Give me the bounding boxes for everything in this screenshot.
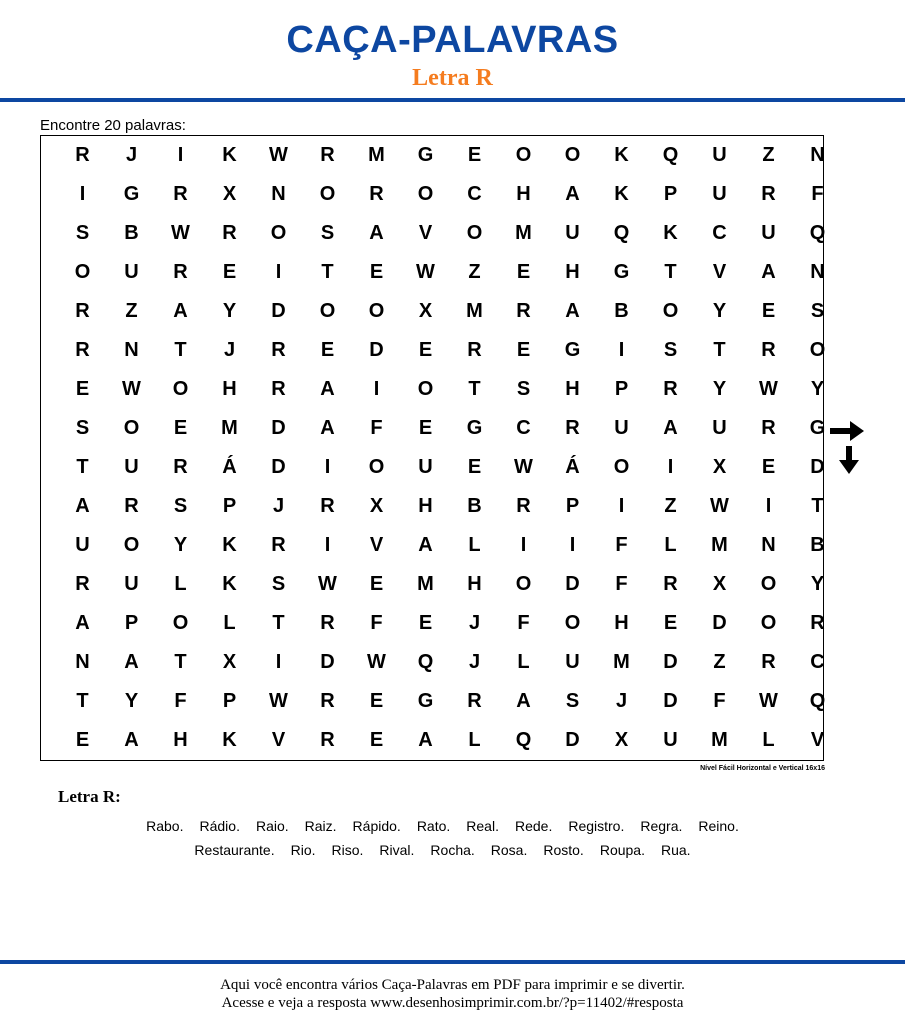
footer-line-1: Aqui você encontra vários Caça-Palavras em PDF para imprimir e se divertir.	[220, 977, 685, 993]
grid-cell: D	[663, 690, 678, 712]
grid-cell: T	[272, 612, 285, 634]
grid-cell: B	[614, 300, 629, 322]
grid-cell: R	[663, 573, 678, 595]
grid-cell: L	[223, 612, 236, 634]
grid-cell: D	[565, 729, 580, 751]
grid-cell: G	[417, 690, 434, 712]
grid-cell: R	[369, 183, 384, 205]
grid-cell: M	[711, 534, 728, 556]
grid-cell: K	[222, 144, 237, 166]
grid-cell: E	[369, 690, 384, 712]
grid-cell: U	[712, 144, 727, 166]
grid-cell: Q	[662, 144, 679, 166]
grid-cell: A	[418, 534, 433, 556]
grid-cell: Q	[515, 729, 532, 751]
grid-cell: M	[711, 729, 728, 751]
grid-cell: W	[269, 690, 288, 712]
grid-cell: A	[369, 222, 384, 244]
grid-cell: R	[761, 417, 776, 439]
grid-cell: U	[124, 456, 139, 478]
grid-cell: I	[520, 534, 527, 556]
grid-cell: R	[516, 300, 531, 322]
grid-cell: R	[271, 339, 286, 361]
grid-cell: H	[418, 495, 433, 517]
grid-cell: V	[810, 729, 825, 751]
grid-cell: F	[370, 417, 383, 439]
grid-cell: E	[418, 339, 433, 361]
grid-cell: R	[810, 612, 825, 634]
grid-cell: H	[516, 183, 531, 205]
grid-cell: O	[564, 612, 581, 634]
grid-cell: F	[615, 573, 628, 595]
grid-cell: T	[76, 690, 89, 712]
grid-cell: A	[75, 495, 90, 517]
grid-cell: E	[516, 261, 531, 283]
grid-cell: V	[369, 534, 384, 556]
grid-cell: S	[516, 378, 531, 400]
arrow-right-icon	[830, 421, 864, 441]
grid-cell: F	[615, 534, 628, 556]
grid-cell: H	[565, 378, 580, 400]
grid-cell: P	[663, 183, 678, 205]
level-note: Nível Fácil Horizontal e Vertical 16x16	[700, 765, 825, 772]
grid-cell: A	[516, 690, 531, 712]
grid-cell: G	[466, 417, 483, 439]
grid-cell: E	[761, 300, 776, 322]
grid-cell: S	[565, 690, 580, 712]
grid-cell: L	[664, 534, 677, 556]
grid-cell: O	[466, 222, 483, 244]
word-list-item: Real.	[466, 818, 499, 834]
grid-cell: N	[810, 144, 825, 166]
word-list-title: Letra R:	[58, 787, 121, 806]
grid-cell: Z	[713, 651, 726, 673]
grid-cell: M	[613, 651, 630, 673]
grid-cell: W	[759, 690, 778, 712]
grid-cell: A	[124, 729, 139, 751]
grid-cell: I	[373, 378, 380, 400]
grid-cell: R	[75, 339, 90, 361]
grid-cell: U	[565, 222, 580, 244]
grid-cell: K	[614, 183, 629, 205]
page-subtitle: Letra R	[412, 65, 493, 91]
grid-cell: F	[713, 690, 726, 712]
grid-cell: U	[614, 417, 629, 439]
grid-cell: N	[124, 339, 139, 361]
grid-cell: B	[810, 534, 825, 556]
grid-cell: K	[222, 729, 237, 751]
grid-cell: D	[369, 339, 384, 361]
grid-cell: I	[618, 495, 625, 517]
grid-cell: L	[174, 573, 187, 595]
grid-cell: D	[810, 456, 825, 478]
grid-cell: M	[368, 144, 385, 166]
grid-cell: E	[173, 417, 188, 439]
grid-cell: P	[565, 495, 580, 517]
grid-cell: N	[271, 183, 286, 205]
grid-cell: T	[76, 456, 89, 478]
grid-cell: Y	[712, 300, 727, 322]
grid-cell: Z	[762, 144, 775, 166]
grid-cell: W	[171, 222, 190, 244]
grid-cell: E	[320, 339, 335, 361]
grid-cell: G	[417, 144, 434, 166]
grid-cell: A	[124, 651, 139, 673]
word-list-item: Riso.	[331, 842, 364, 858]
word-list-item: Reino.	[698, 818, 739, 834]
grid-cell: H	[173, 729, 188, 751]
grid-cell: H	[565, 261, 580, 283]
word-list-item: Raiz.	[304, 818, 337, 834]
grid-cell: G	[613, 261, 630, 283]
grid-cell: Q	[417, 651, 434, 673]
word-list-item: Raio.	[255, 818, 289, 834]
word-list-line-1	[0, 817, 885, 835]
grid-cell: I	[275, 261, 282, 283]
grid-cell: Y	[810, 573, 825, 595]
grid-cell: J	[223, 339, 236, 361]
grid-cell: T	[174, 339, 187, 361]
grid-cell: Y	[222, 300, 237, 322]
grid-cell: R	[75, 144, 90, 166]
grid-cell: U	[418, 456, 433, 478]
grid-cell: K	[222, 534, 237, 556]
grid-cell: G	[564, 339, 581, 361]
grid-cell: T	[713, 339, 726, 361]
grid-cell: K	[614, 144, 629, 166]
grid-cell: S	[173, 495, 188, 517]
grid-cell: L	[468, 729, 481, 751]
word-list-line-2	[0, 841, 885, 859]
grid-cell: F	[517, 612, 530, 634]
grid-cell: O	[270, 222, 287, 244]
word-list-item: Rival.	[379, 842, 415, 858]
grid-cell: R	[271, 534, 286, 556]
grid-cell: Z	[664, 495, 677, 517]
grid-cell: R	[320, 729, 335, 751]
grid-cell: S	[663, 339, 678, 361]
grid-cell: U	[124, 573, 139, 595]
word-list-item: Roupa.	[599, 842, 645, 858]
grid-cell: S	[320, 222, 335, 244]
grid-cell: O	[515, 144, 532, 166]
grid-cell: R	[320, 144, 335, 166]
grid-cell: V	[271, 729, 286, 751]
grid-cell: R	[173, 183, 188, 205]
grid-cell: R	[565, 417, 580, 439]
grid-cell: B	[124, 222, 139, 244]
grid-cell: Q	[809, 690, 826, 712]
grid-cell: L	[762, 729, 775, 751]
grid-cell: H	[467, 573, 482, 595]
grid-cell: I	[765, 495, 772, 517]
grid-cell: O	[613, 456, 630, 478]
grid-cell: D	[712, 612, 727, 634]
grid-cell: U	[761, 222, 776, 244]
grid-cell: O	[417, 378, 434, 400]
grid-cell: I	[177, 144, 184, 166]
grid-cell: Z	[468, 261, 481, 283]
grid-cell: O	[515, 573, 532, 595]
grid-cell: R	[173, 456, 188, 478]
grid-cell: T	[664, 261, 677, 283]
word-list-item: Rosto.	[543, 842, 584, 858]
grid-cell: P	[222, 690, 237, 712]
grid-cell: U	[712, 417, 727, 439]
grid-cell: I	[275, 651, 282, 673]
grid-cell: Y	[712, 378, 727, 400]
grid-cell: R	[173, 261, 188, 283]
grid-cell: E	[761, 456, 776, 478]
grid-cell: O	[417, 183, 434, 205]
grid-cell: X	[712, 573, 727, 595]
grid-cell: V	[418, 222, 433, 244]
grid-cell: R	[222, 222, 237, 244]
grid-cell: T	[468, 378, 481, 400]
header-divider	[0, 98, 905, 102]
grid-cell: C	[516, 417, 531, 439]
grid-cell: R	[663, 378, 678, 400]
grid-cell: O	[172, 612, 189, 634]
word-list-item: Registro.	[568, 818, 625, 834]
grid-cell: M	[417, 573, 434, 595]
grid-cell: J	[468, 651, 481, 673]
grid-cell: A	[761, 261, 776, 283]
word-list-item: Rápido.	[352, 818, 401, 834]
grid-cell: X	[369, 495, 384, 517]
grid-cell: D	[565, 573, 580, 595]
grid-cell: D	[663, 651, 678, 673]
grid-cell: E	[418, 417, 433, 439]
word-list-item: Restaurante.	[194, 842, 275, 858]
grid-cell: A	[565, 300, 580, 322]
grid-cell: C	[712, 222, 727, 244]
grid-cell: D	[271, 456, 286, 478]
word-list-item: Rádio.	[199, 818, 240, 834]
grid-cell: T	[811, 495, 824, 517]
grid-cell: H	[222, 378, 237, 400]
grid-cell: S	[75, 417, 90, 439]
word-list-item: Rosa.	[490, 842, 528, 858]
footer-divider	[0, 960, 905, 964]
grid-cell: D	[271, 300, 286, 322]
word-list-item: Rio.	[290, 842, 316, 858]
grid-cell: R	[516, 495, 531, 517]
grid-cell: N	[75, 651, 90, 673]
word-list-item: Rabo.	[146, 818, 184, 834]
grid-cell: X	[222, 651, 237, 673]
grid-cell: W	[122, 378, 141, 400]
grid-cell: N	[761, 534, 776, 556]
grid-cell: N	[810, 261, 825, 283]
footer-line-2: Acesse e veja a resposta www.desenhosimprimir.com.br/?p=11402/#resposta	[221, 995, 684, 1011]
word-list-item: Rua.	[660, 842, 691, 858]
grid-cell: R	[467, 690, 482, 712]
grid-cell: J	[272, 495, 285, 517]
grid-cell: T	[321, 261, 334, 283]
grid-cell: K	[222, 573, 237, 595]
grid-cell: J	[468, 612, 481, 634]
grid-cell: S	[271, 573, 286, 595]
grid-cell: F	[370, 612, 383, 634]
grid-cell: U	[124, 261, 139, 283]
grid-cell: C	[810, 651, 825, 673]
grid-cell: O	[662, 300, 679, 322]
grid-cell: X	[712, 456, 727, 478]
grid-cell: E	[663, 612, 678, 634]
grid-cell: P	[614, 378, 629, 400]
grid-cell: O	[123, 417, 140, 439]
grid-cell: W	[514, 456, 533, 478]
grid-cell: Y	[173, 534, 188, 556]
grid-cell: K	[663, 222, 678, 244]
grid-cell: A	[565, 183, 580, 205]
grid-cell: X	[222, 183, 237, 205]
grid-cell: Q	[613, 222, 630, 244]
grid-cell: W	[416, 261, 435, 283]
grid-cell: R	[761, 183, 776, 205]
grid-cell: L	[517, 651, 530, 673]
grid-cell: O	[368, 300, 385, 322]
instruction-text: Encontre 20 palavras:	[40, 117, 186, 134]
grid-cell: O	[319, 183, 336, 205]
grid-cell: Q	[809, 222, 826, 244]
grid-cell: D	[271, 417, 286, 439]
grid-cell: X	[418, 300, 433, 322]
grid-cell: M	[221, 417, 238, 439]
grid-cell: J	[615, 690, 628, 712]
grid-cell: W	[269, 144, 288, 166]
grid-cell: I	[667, 456, 674, 478]
grid-cell: S	[810, 300, 825, 322]
grid-cell: O	[760, 573, 777, 595]
word-search-grid	[58, 136, 842, 760]
grid-cell: S	[75, 222, 90, 244]
grid-cell: U	[663, 729, 678, 751]
grid-cell: F	[174, 690, 187, 712]
grid-cell: O	[368, 456, 385, 478]
page-title: CAÇA-PALAVRAS	[286, 19, 619, 61]
grid-cell: V	[712, 261, 727, 283]
word-list-item: Rato.	[416, 818, 451, 834]
grid-cell: M	[515, 222, 532, 244]
grid-cell: U	[75, 534, 90, 556]
grid-cell: X	[614, 729, 629, 751]
grid-cell: I	[618, 339, 625, 361]
grid-cell: U	[712, 183, 727, 205]
grid-cell: P	[124, 612, 139, 634]
grid-cell: R	[75, 300, 90, 322]
word-list-item: Rede.	[514, 818, 553, 834]
grid-cell: R	[320, 690, 335, 712]
word-list-item: Regra.	[640, 818, 683, 834]
grid-cell: A	[320, 417, 335, 439]
grid-cell: R	[761, 651, 776, 673]
grid-cell: O	[123, 534, 140, 556]
grid-cell: A	[418, 729, 433, 751]
grid-cell: A	[320, 378, 335, 400]
grid-cell: E	[369, 729, 384, 751]
grid-cell: Á	[222, 456, 237, 478]
grid-cell: Z	[125, 300, 138, 322]
grid-cell: G	[809, 417, 826, 439]
grid-cell: W	[710, 495, 729, 517]
grid-cell: Y	[810, 378, 825, 400]
grid-cell: T	[174, 651, 187, 673]
grid-cell: R	[271, 378, 286, 400]
grid-cell: F	[811, 183, 824, 205]
grid-cell: R	[124, 495, 139, 517]
arrow-down-icon	[839, 446, 859, 474]
grid-cell: E	[222, 261, 237, 283]
grid-cell: A	[173, 300, 188, 322]
grid-cell: R	[467, 339, 482, 361]
grid-cell: R	[320, 612, 335, 634]
grid-cell: I	[79, 183, 86, 205]
grid-cell: A	[663, 417, 678, 439]
grid-cell: W	[367, 651, 386, 673]
grid-cell: L	[468, 534, 481, 556]
grid-cell: A	[75, 612, 90, 634]
grid-cell: D	[320, 651, 335, 673]
grid-cell: O	[760, 612, 777, 634]
grid-cell: E	[75, 729, 90, 751]
grid-cell: C	[467, 183, 482, 205]
grid-cell: J	[125, 144, 138, 166]
grid-cell: R	[761, 339, 776, 361]
grid-cell: M	[466, 300, 483, 322]
grid-cell: E	[516, 339, 531, 361]
grid-cell: R	[320, 495, 335, 517]
grid-cell: O	[809, 339, 826, 361]
grid-cell: E	[418, 612, 433, 634]
grid-cell: P	[222, 495, 237, 517]
grid-cell: I	[324, 456, 331, 478]
grid-cell: E	[467, 456, 482, 478]
word-list-item: Rocha.	[430, 842, 475, 858]
grid-cell: I	[569, 534, 576, 556]
grid-cell: R	[75, 573, 90, 595]
grid-cell: W	[759, 378, 778, 400]
grid-cell: U	[565, 651, 580, 673]
word-search-grid-box	[40, 135, 824, 761]
grid-cell: O	[319, 300, 336, 322]
grid-cell: Á	[565, 456, 580, 478]
grid-cell: H	[614, 612, 629, 634]
grid-cell: W	[318, 573, 337, 595]
grid-cell: Y	[124, 690, 139, 712]
grid-cell: E	[369, 573, 384, 595]
grid-cell: O	[564, 144, 581, 166]
grid-cell: O	[172, 378, 189, 400]
grid-cell: B	[467, 495, 482, 517]
grid-cell: E	[369, 261, 384, 283]
grid-cell: O	[74, 261, 91, 283]
grid-cell: E	[467, 144, 482, 166]
grid-cell: E	[75, 378, 90, 400]
grid-cell: G	[123, 183, 140, 205]
grid-cell: I	[324, 534, 331, 556]
